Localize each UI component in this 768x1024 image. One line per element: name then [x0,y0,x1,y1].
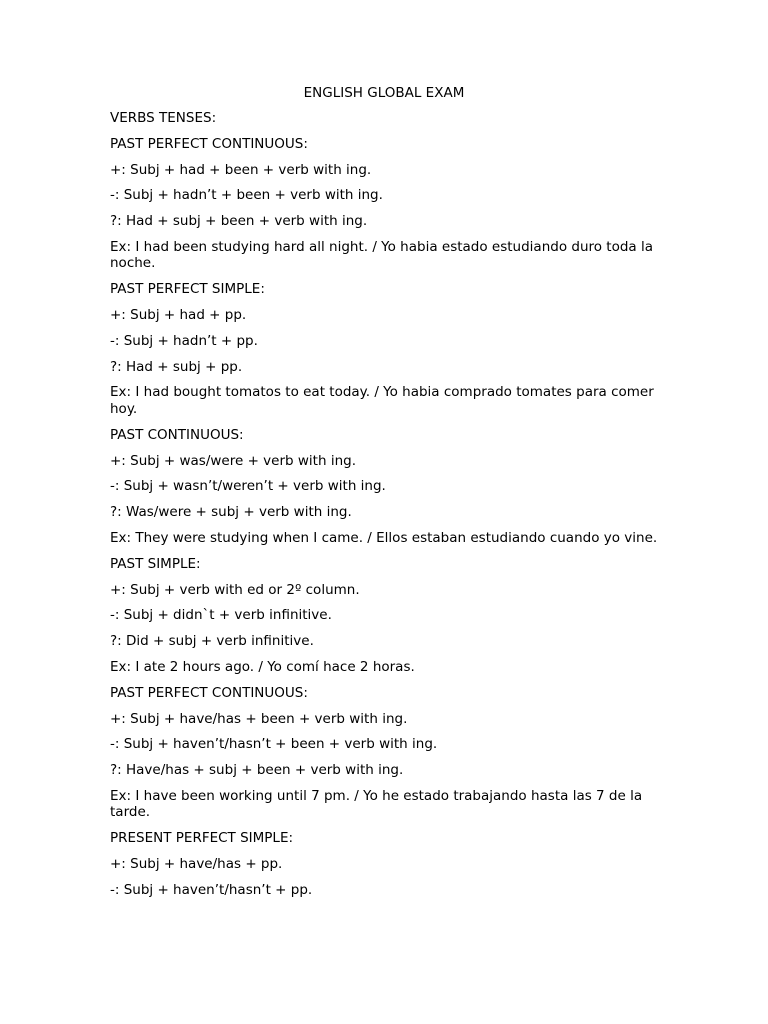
tense-heading: PAST PERFECT CONTINUOUS: [110,135,308,152]
question-rule: ?: Had + subj + pp. [110,358,243,375]
example-line: Ex: They were studying when I came. / Ellos estaban estudiando cuando yo vine. [110,529,658,546]
negative-rule: -: Subj + hadn’t + pp. [110,332,258,349]
affirmative-rule: +: Subj + was/were + verb with ing. [110,452,356,469]
tense-heading: PAST SIMPLE: [110,555,201,572]
negative-rule: -: Subj + hadn’t + been + verb with ing. [110,187,383,204]
tense-heading: PAST PERFECT CONTINUOUS: [110,684,308,701]
affirmative-rule: +: Subj + have/has + pp. [110,856,283,873]
section-heading: VERBS TENSES: [110,110,217,126]
document-body [110,110,662,908]
example-line: Ex: I had been studying hard all night. / Yo habia estado estudiando duro toda la noche. [110,238,654,272]
example-line: Ex: I ate 2 hours ago. / Yo comí hace 2 horas. [110,658,415,675]
affirmative-rule: +: Subj + have/has + been + verb with ing. [110,710,408,727]
question-rule: ?: Had + subj + been + verb with ing. [110,213,368,230]
affirmative-rule: +: Subj + verb with ed or 2º column. [110,581,360,598]
question-rule: ?: Was/were + subj + verb with ing. [110,504,352,521]
affirmative-rule: +: Subj + had + been + verb with ing. [110,161,372,178]
negative-rule: -: Subj + wasn’t/weren’t + verb with ing. [110,478,386,495]
negative-rule: -: Subj + didn`t + verb infinitive. [110,607,332,624]
negative-rule: -: Subj + haven’t/hasn’t + pp. [110,881,313,898]
question-rule: ?: Did + subj + verb infinitive. [110,633,314,650]
document-title: ENGLISH GLOBAL EXAM [303,85,465,101]
affirmative-rule: +: Subj + had + pp. [110,307,247,324]
tense-heading: PAST CONTINUOUS: [110,426,244,443]
tense-heading: PRESENT PERFECT SIMPLE: [110,830,294,847]
example-line: Ex: I had bought tomatos to eat today. / Yo habia comprado tomates para comer hoy. [110,384,654,417]
negative-rule: -: Subj + haven’t/hasn’t + been + verb with ing. [110,736,438,753]
tense-heading: PAST PERFECT SIMPLE: [110,281,265,298]
question-rule: ?: Have/has + subj + been + verb with ing. [110,762,404,779]
example-line: Ex: I have been working until 7 pm. / Yo he estado trabajando hasta las 7 de la tarde. [110,787,643,821]
